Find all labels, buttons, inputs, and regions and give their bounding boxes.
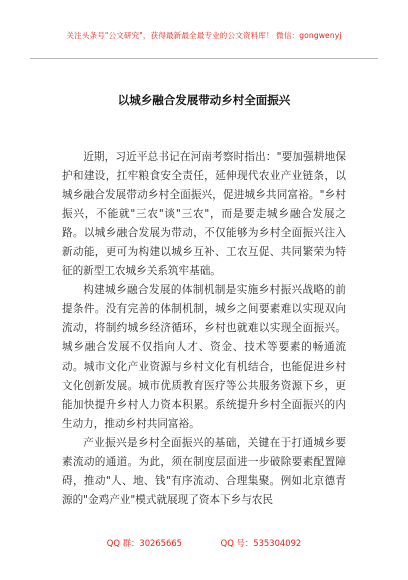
footer-qq-number: QQ 号：535304092 <box>220 538 302 548</box>
page-footer <box>0 537 408 549</box>
document-title: 以城乡融合发展带动乡村全面振兴 <box>117 93 291 107</box>
footer-qq-group: QQ 群：30265665 <box>106 538 182 548</box>
paragraph: 构建城乡融合发展的体制机制是实施乡村振兴战略的前提条件。没有完善的体制机制，城乡之间要素难以实现双向流动，将制约城乡经济循环，乡村也就难以实现全面振兴。城乡融合发展不仅指向人才、资金、技术等要素的畅通流动。城市文化产业资源与乡村文化有机结合，也能促进乡村文化创新发展。城市优质教育医疗等公共服务资源下乡，更能加快提升乡村人力资本积累。系统提升乡村全面振兴的内生动力，推动乡村共同富裕。 <box>62 284 346 430</box>
document-body <box>62 148 346 510</box>
paragraph: 近期，习近平总书记在河南考察时指出："要加强耕地保护和建设，扛牢粮食安全责任，延伸现代农业产业链条，以城乡融合发展带动乡村全面振兴，促进城乡共同富裕。"乡村振兴，不能就"三农"谈"三农"，而是要走城乡融合发展之路。以城乡融合发展为带动，不仅能够为乡村全面振兴注入新动能，更可为构建以城乡互补、工农互促、共同繁荣为特征的新型工农城乡关系筑牢基础。 <box>62 151 346 278</box>
page-header <box>30 0 378 59</box>
paragraph: 产业振兴是乡村全面振兴的基础，关键在于打通城乡要素流动的通道。为此，须在制度层面进一步破除要素配置障碍，推动"人、地、钱"有序流动、合理集聚。例如北京德青源的"金鸡产业"模式就展现了资本下乡与农民 <box>62 436 346 506</box>
header-promo-text: 关注头条号"公文研究"，获得最新最全最专业的公文资料库！ 微信：gongwenyj <box>66 31 342 40</box>
